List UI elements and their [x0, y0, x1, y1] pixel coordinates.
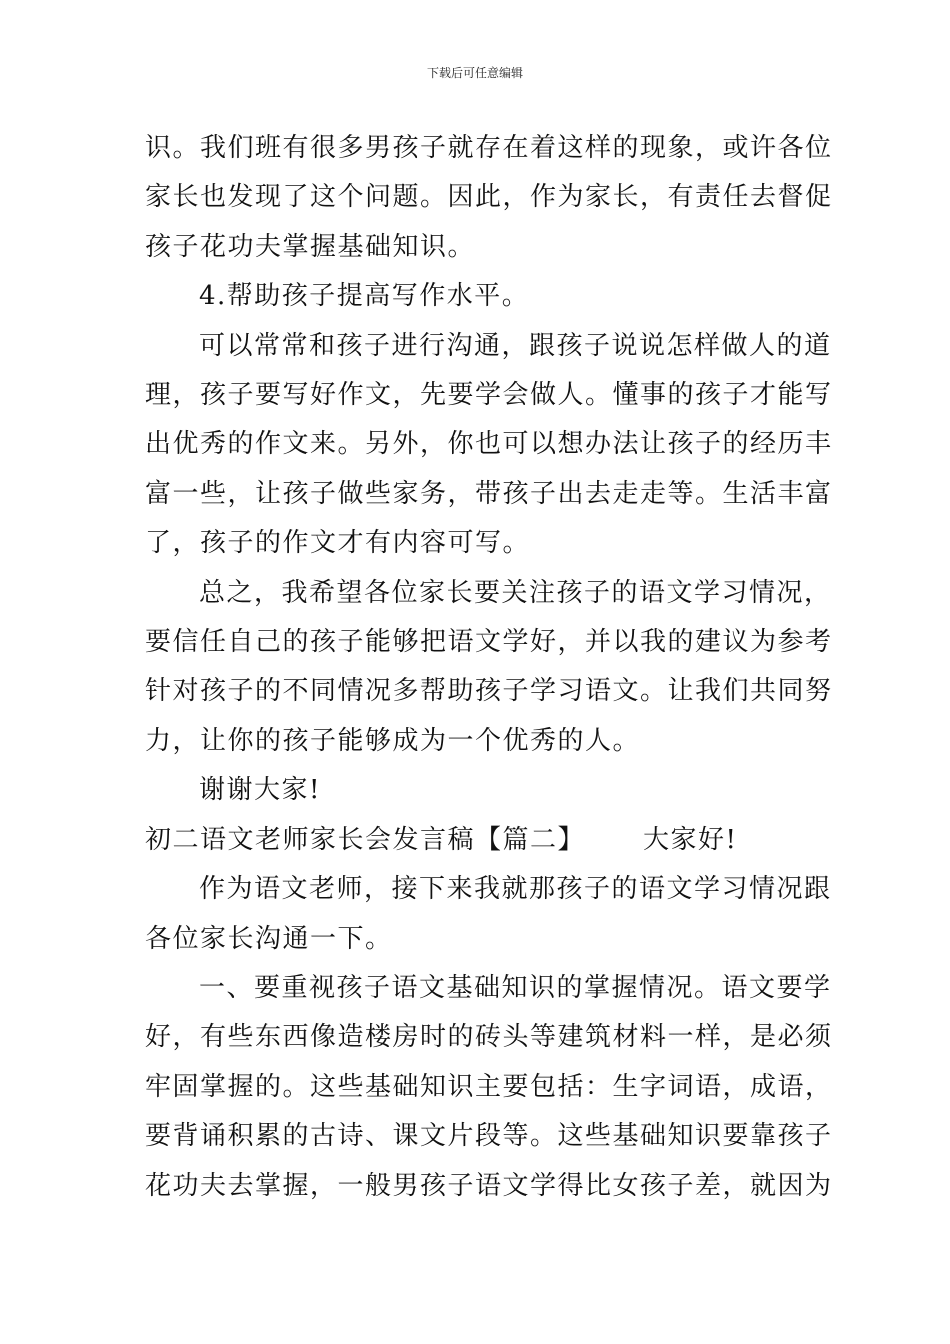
- text-line: 总之，我希望各位家长要关注孩子的语文学习情况，: [199, 577, 832, 608]
- text-line: 理，孩子要写好作文，先要学会做人。懂事的孩子才能写: [145, 380, 833, 411]
- text-line: 好，有些东西像造楼房时的砖头等建筑材料一样，是必须: [145, 1022, 833, 1053]
- page-header: 下载后可任意编辑: [426, 66, 523, 80]
- text-line: 谢谢大家!: [199, 775, 321, 806]
- text-line: 了，孩子的作文才有内容可写。: [145, 528, 531, 559]
- text-line: 识。我们班有很多男孩子就存在着这样的现象，或许各位: [145, 133, 833, 163]
- text-line: 可以常常和孩子进行沟通，跟孩子说说怎样做人的道: [199, 330, 832, 361]
- text-line: 针对孩子的不同情况多帮助孩子学习语文。让我们共同努: [145, 676, 833, 707]
- text-line: 孩子花功夫掌握基础知识。: [145, 231, 476, 262]
- text-line: 作为语文老师，接下来我就那孩子的语文学习情况跟: [199, 874, 832, 905]
- document-body: [145, 124, 833, 1211]
- text-line: 力，让你的孩子能够成为一个优秀的人。: [145, 725, 641, 756]
- text-line: 要信任自己的孩子能够把语文学好，并以我的建议为参考: [145, 627, 833, 658]
- text-line: 要背诵积累的古诗、课文片段等。这些基础知识要靠孩子: [145, 1121, 833, 1152]
- text-line: 一、要重视孩子语文基础知识的掌握情况。语文要学: [199, 972, 832, 1003]
- section-title: 初二语文老师家长会发言稿【篇二】: [145, 824, 586, 855]
- text-line: 花功夫去掌握，一般男孩子语文学得比女孩子差，就因为: [145, 1170, 833, 1201]
- text-line: 出优秀的作文来。另外，你也可以想办法让孩子的经历丰: [145, 429, 833, 460]
- section-greeting: 大家好!: [643, 824, 738, 855]
- section-heading-line: [145, 816, 809, 865]
- text-line: 富一些，让孩子做些家务，带孩子出去走走等。生活丰富: [145, 478, 833, 509]
- text-line: 各位家长沟通一下。: [145, 923, 393, 954]
- text-line: 家长也发现了这个问题。因此，作为家长，有责任去督促: [145, 182, 833, 213]
- text-line: 4.帮助孩子提高写作水平。: [199, 281, 530, 312]
- text-line: 牢固掌握的。这些基础知识主要包括：生字词语，成语，: [145, 1071, 833, 1102]
